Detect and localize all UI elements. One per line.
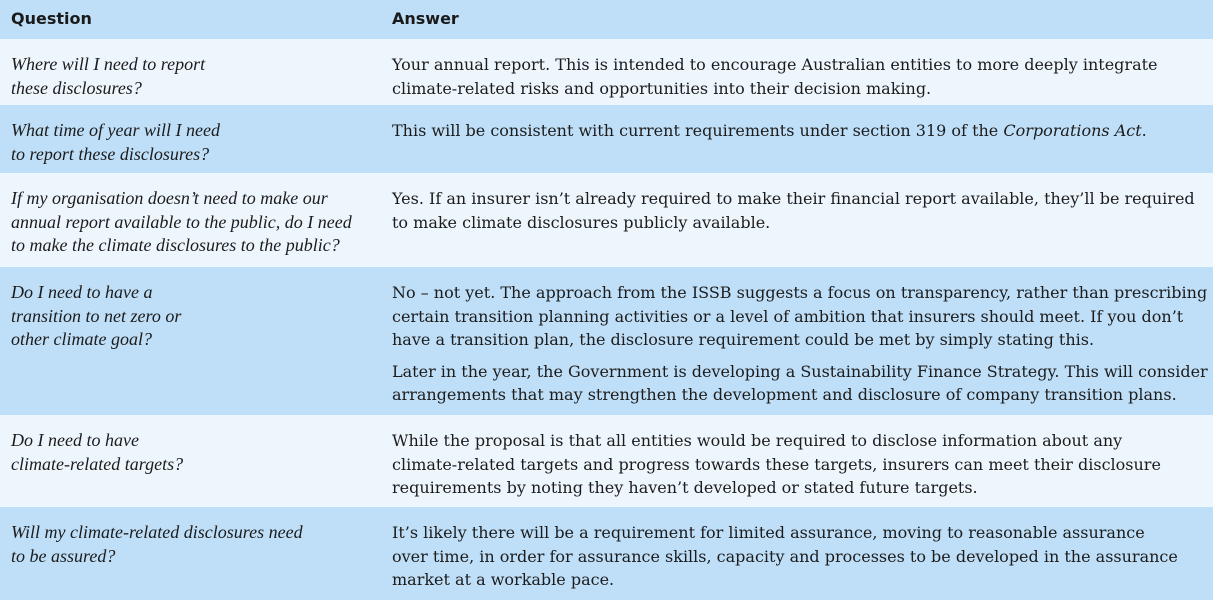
- question-line: Do I need to have: [11, 430, 139, 450]
- question-column-header: Question: [11, 9, 92, 28]
- answer-line: market at a workable pace.: [392, 570, 615, 589]
- table-row: [0, 39, 1213, 105]
- answer-line: have a transition plan, the disclosure requirement could be met by simply stating this.: [392, 330, 1095, 349]
- question-line: Do I need to have a: [11, 282, 153, 302]
- answer-cell: [392, 173, 1207, 234]
- answer-line: arrangements that may strengthen the development and disclosure of company transition plans.: [392, 385, 1177, 404]
- answer-text-end: .: [1141, 121, 1147, 140]
- table-row: [0, 105, 1213, 173]
- answer-line: No – not yet. The approach from the ISSB suggests a focus on transparency, rather than prescribing: [392, 283, 1208, 302]
- answer-line: It’s likely there will be a requirement for limited assurance, moving to reasonable assurance: [392, 523, 1145, 542]
- answer-cell: [392, 415, 1207, 500]
- answer-cell: [392, 267, 1207, 407]
- question-cell: [11, 173, 381, 258]
- question-line: If my organisation doesn’t need to make our: [11, 188, 328, 208]
- question-cell: [11, 267, 381, 352]
- question-cell: [11, 105, 381, 166]
- answer-text: This will be consistent with current requirements under section 319 of the: [392, 121, 1004, 140]
- question-line: other climate goal?: [11, 329, 152, 349]
- question-line: climate-related targets?: [11, 453, 184, 474]
- question-line: Where will I need to report: [11, 54, 206, 74]
- question-line: to report these disclosures?: [11, 143, 210, 164]
- answer-line: to make climate disclosures publicly available.: [392, 212, 771, 232]
- answer-cell: [392, 39, 1207, 100]
- header-row: [0, 0, 1213, 39]
- table-row: [0, 267, 1213, 415]
- table-row: [0, 415, 1213, 507]
- question-cell: [11, 39, 381, 100]
- question-line: to make the climate disclosures to the public?: [11, 235, 340, 255]
- question-line: What time of year will I need: [11, 120, 220, 140]
- answer-cell: [392, 507, 1207, 592]
- answer-line: requirements by noting they haven’t developed or stated future targets.: [392, 478, 978, 497]
- answer-line: certain transition planning activities or a level of ambition that insurers should meet. If you don’t: [392, 306, 1184, 326]
- answer-line: While the proposal is that all entities would be required to disclose information about any: [392, 431, 1123, 450]
- answer-line: Your annual report. This is intended to encourage Australian entities to more deeply integrate: [392, 55, 1158, 74]
- answer-line: Yes. If an insurer isn’t already required to make their financial report available, they’ll be required: [392, 189, 1195, 208]
- answer-line: climate-related risks and opportunities into their decision making.: [392, 78, 932, 98]
- question-line: annual report available to the public, do I need: [11, 211, 352, 232]
- question-cell: [11, 415, 381, 476]
- answer-cell: [392, 105, 1207, 143]
- question-line: Will my climate-related disclosures need: [11, 522, 303, 542]
- question-line: these disclosures?: [11, 77, 142, 98]
- answer-line: climate-related targets and progress towards these targets, insurers can meet their disclosure: [392, 454, 1161, 474]
- answer-paragraph-2: [392, 360, 1207, 407]
- table-row: [0, 507, 1213, 600]
- question-line: transition to net zero or: [11, 305, 182, 326]
- answer-line: over time, in order for assurance skills, capacity and processes to be developed in the assurance: [392, 546, 1178, 566]
- question-line: to be assured?: [11, 545, 116, 566]
- answer-line: Later in the year, the Government is developing a Sustainability Finance Strategy. This will consider: [392, 361, 1208, 381]
- answer-column-header: Answer: [392, 9, 459, 28]
- answer-line: [392, 119, 1207, 143]
- act-title: Corporations Act: [1003, 121, 1142, 140]
- question-cell: [11, 507, 381, 568]
- table-row: [0, 173, 1213, 267]
